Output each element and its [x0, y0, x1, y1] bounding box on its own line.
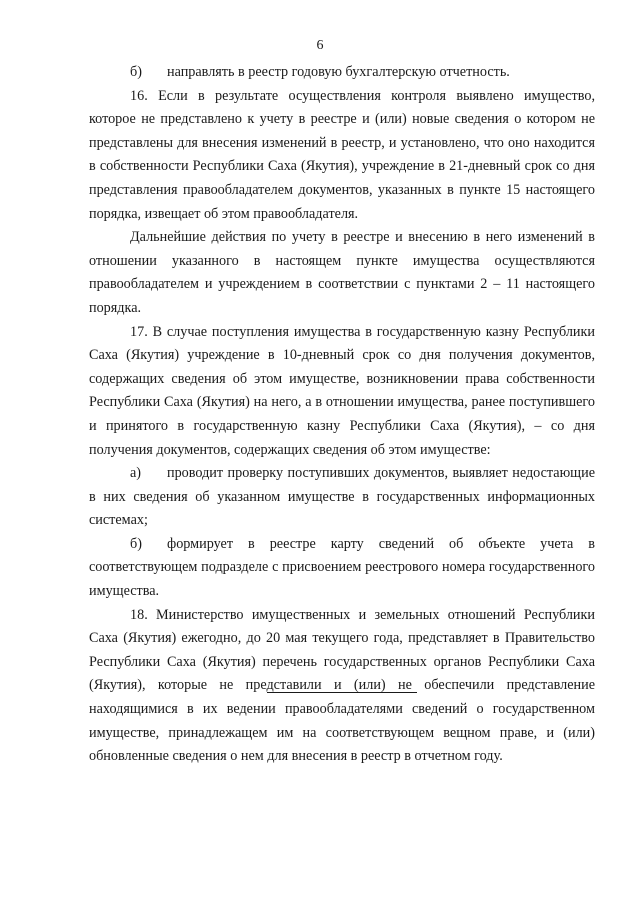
paragraph-16-continuation: Дальнейшие действия по учету в реестре и внесению в него изменений в отношении указанного в настоящем пункте имущества осуществляются правообладателем и учреждением в соответствии с пунктами 2 – 11 настоящего порядка.	[89, 229, 595, 316]
list-item-a	[89, 462, 595, 533]
list-marker: б)	[130, 535, 142, 552]
list-item-text: направлять в реестр годовую бухгалтерскую отчетность.	[167, 64, 510, 80]
closing-rule-divider	[267, 692, 417, 693]
paragraph-16: 16. Если в результате осуществления контроля выявлено имущество, которое не представлено к учету в реестре и (или) новые сведения о котором не представлены для внесения изменений в реестр, и установлено, что оно находится в собственности Республики Саха (Якутия), учреждение в 21-дневный срок со дня представления правообладателем документов, указанных в пункте 15 настоящего порядка, извещает об этом правообладателя.	[89, 87, 595, 222]
paragraph-17: 17. В случае поступления имущества в государственную казну Республики Саха (Якутия) учреждение в 10-дневный срок со дня получения документов, содержащих сведения об этом имуществе, возникновении права собственности Республики Саха (Якутия) на него, а в отношении имущества, ранее поступившего и принятого в государственную казну Республики Саха (Якутия), – со дня получения документов, содержащих сведения об этом имуществе:	[89, 323, 595, 458]
document-body	[89, 61, 595, 769]
list-item-b	[89, 533, 595, 604]
list-item-b-top	[89, 61, 595, 85]
list-marker: а)	[130, 465, 142, 482]
page-number: 6	[316, 38, 324, 53]
paragraph-18: 18. Министерство имущественных и земельных отношений Республики Саха (Якутия) ежегодно, до 20 мая текущего года, представляет в Правительство Республики Саха (Якутия) перечень государственных органов Республики Саха (Якутия), которые не представили и (или) не обеспечили представление находящимися в их ведении правообладателями сведений о государственном имуществе, принадлежащем им на соответствующем вещном праве, и (или) обновленные сведения о нем для внесения в реестр в отчетном году.	[89, 606, 595, 765]
list-item-text: формирует в реестре карту сведений об объекте учета в соответствующем подразделе с присвоением реестрового номера государственного имущества.	[89, 535, 595, 600]
list-item-text: проводит проверку поступивших документов, выявляет недостающие в них сведения об указанном имуществе в государственных информационных системах;	[89, 465, 595, 529]
list-marker: б)	[130, 64, 142, 80]
